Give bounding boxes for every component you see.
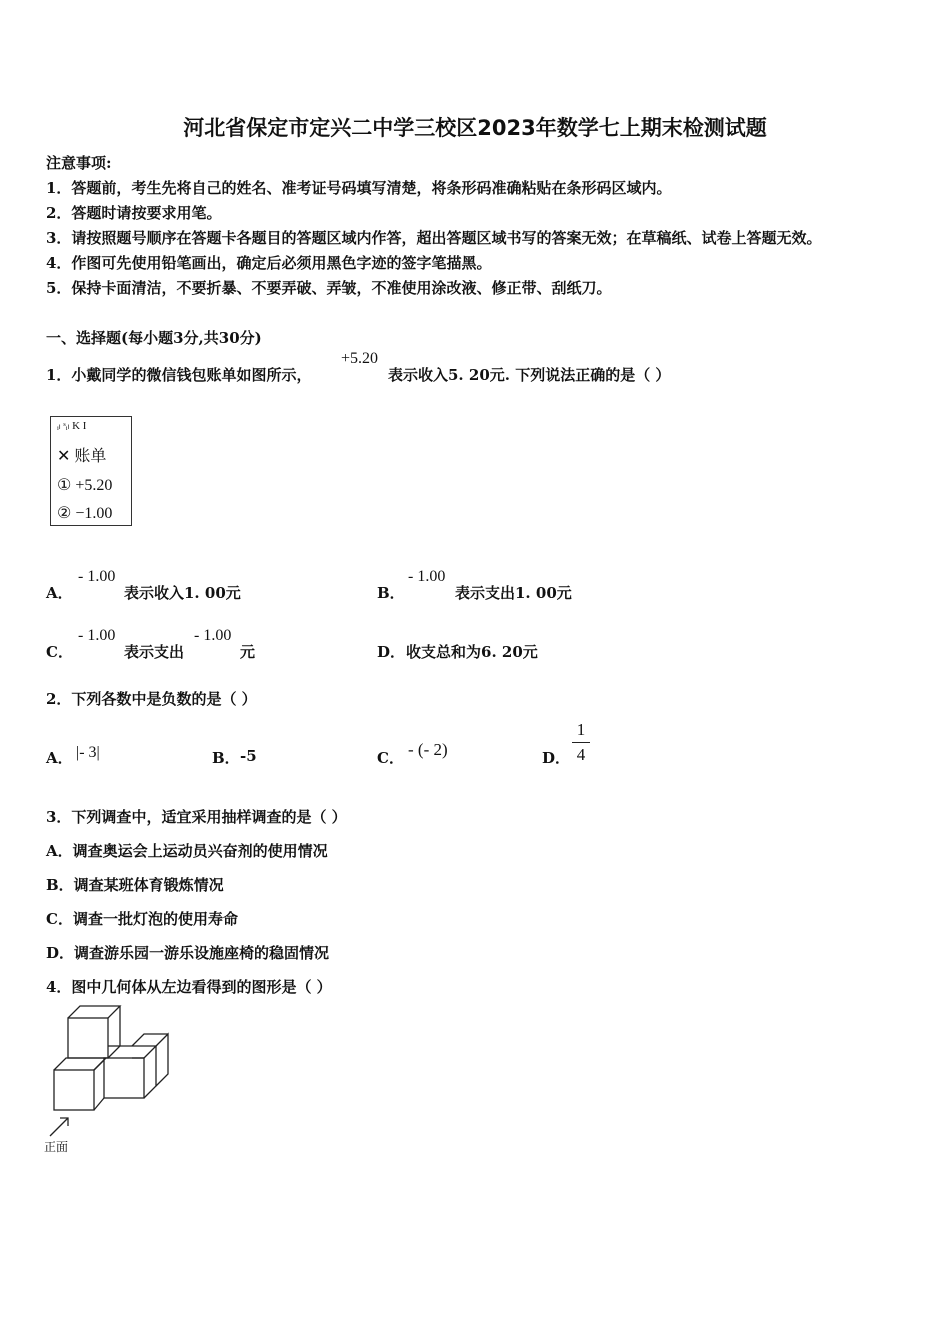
cube-top-front (68, 1018, 108, 1058)
q1-option-c-text1: 表示支出 (124, 643, 185, 661)
note-item: 5．保持卡面清洁，不要折暴、不要弄破、弄皱，不准使用涂改液、修正带、刮纸刀。 (46, 279, 612, 297)
wallet-bill-image (50, 416, 132, 526)
cube-right-front (104, 1058, 144, 1098)
bill-row-expense: ② −1.00 (57, 505, 113, 522)
q1-option-c-math1: - 1.00 (78, 627, 116, 644)
q3-option-b: B．调查某班体育锻炼情况 (46, 876, 224, 894)
q1-option-b-label: B． (377, 584, 405, 602)
q3-option-c: C．调查一批灯泡的使用寿命 (46, 910, 238, 928)
cube-bottom-front (54, 1070, 94, 1110)
cube-back-side (156, 1034, 168, 1086)
front-arrow (50, 1118, 68, 1136)
notes-heading: 注意事项: (46, 154, 112, 172)
q3-stem: 3．下列调查中，适宜采用抽样调查的是（ ） (46, 808, 347, 826)
q1-option-d-text: 收支总和为6. 20元 (406, 643, 538, 661)
cube-bottom-side-top (94, 1060, 104, 1070)
bill-header: ✕ 账单 (57, 448, 107, 465)
fraction-bar (572, 742, 590, 743)
q2-option-a-math: |- 3| (76, 744, 100, 761)
q1-option-a-math: - 1.00 (78, 568, 116, 585)
fraction-denominator: 4 (576, 745, 586, 764)
section-heading: 一、选择题(每小题3分,共30分) (46, 329, 262, 347)
q2-option-c-math: - (- 2) (408, 740, 448, 759)
bill-row-income: ① +5.20 (57, 477, 113, 494)
q3-option-a: A．调查奥运会上运动员兴奋剂的使用情况 (46, 842, 328, 860)
cube-right-side (144, 1046, 156, 1098)
q2-option-d-fraction (572, 720, 590, 765)
cube-top-top (68, 1006, 120, 1018)
front-view-label: 正面 (44, 1140, 69, 1154)
note-item: 2．答题时请按要求用笔。 (46, 204, 222, 222)
q1-stem-math: +5.20 (341, 350, 379, 367)
q1-option-b-text: 表示支出1. 00元 (455, 584, 572, 602)
q2-option-c-label: C． (377, 749, 404, 767)
note-item: 3．请按照题号顺序在答题卡各题目的答题区域内作答，超出答题区域书写的答案无效；在草稿纸、试卷上答题无效。 (46, 229, 822, 247)
q3-option-d: D．调查游乐园一游乐设施座椅的稳固情况 (46, 944, 330, 962)
note-item: 1．答题前，考生先将自己的姓名、准考证号码填写清楚，将条形码准确粘贴在条形码区域内。 (46, 179, 672, 197)
bill-status-bar: ᵢₗ ˢᵢₗ K I (57, 420, 87, 432)
q1-option-d-label: D． (377, 643, 406, 661)
q1-option-c-math2: - 1.00 (194, 627, 232, 644)
cube-bottom-side-edge (94, 1098, 104, 1110)
q2-option-d-label: D． (542, 749, 571, 767)
q1-stem-pre: 1．小戴同学的微信钱包账单如图所示， (46, 366, 312, 384)
cube-solid-figure (40, 1000, 180, 1160)
q1-option-c-label: C． (46, 643, 73, 661)
q1-option-b-math: - 1.00 (408, 568, 446, 585)
note-item: 4．作图可先使用铅笔画出，确定后必须用黑色字迹的签字笔描黑。 (46, 254, 492, 272)
q4-stem: 4．图中几何体从左边看得到的图形是（ ） (46, 978, 332, 996)
q2-stem: 2．下列各数中是负数的是（ ） (46, 690, 257, 708)
q1-option-a-text: 表示收入1. 00元 (124, 584, 241, 602)
q2-option-b-label: B． (212, 749, 240, 767)
q1-stem-post: 表示收入5. 20元. 下列说法正确的是（ ） (388, 366, 671, 384)
cube-right-top (120, 1046, 156, 1058)
q1-option-a-label: A． (46, 584, 73, 602)
cube-top-side (108, 1006, 120, 1058)
q1-option-c-text2: 元 (240, 643, 256, 661)
cube-bottom-top (54, 1058, 106, 1070)
page-title: 河北省保定市定兴二中学三校区2023年数学七上期末检测试题 (183, 116, 767, 140)
q2-option-a-label: A． (46, 749, 73, 767)
fraction-numerator: 1 (576, 720, 586, 739)
q2-option-b-text: -5 (240, 747, 257, 765)
